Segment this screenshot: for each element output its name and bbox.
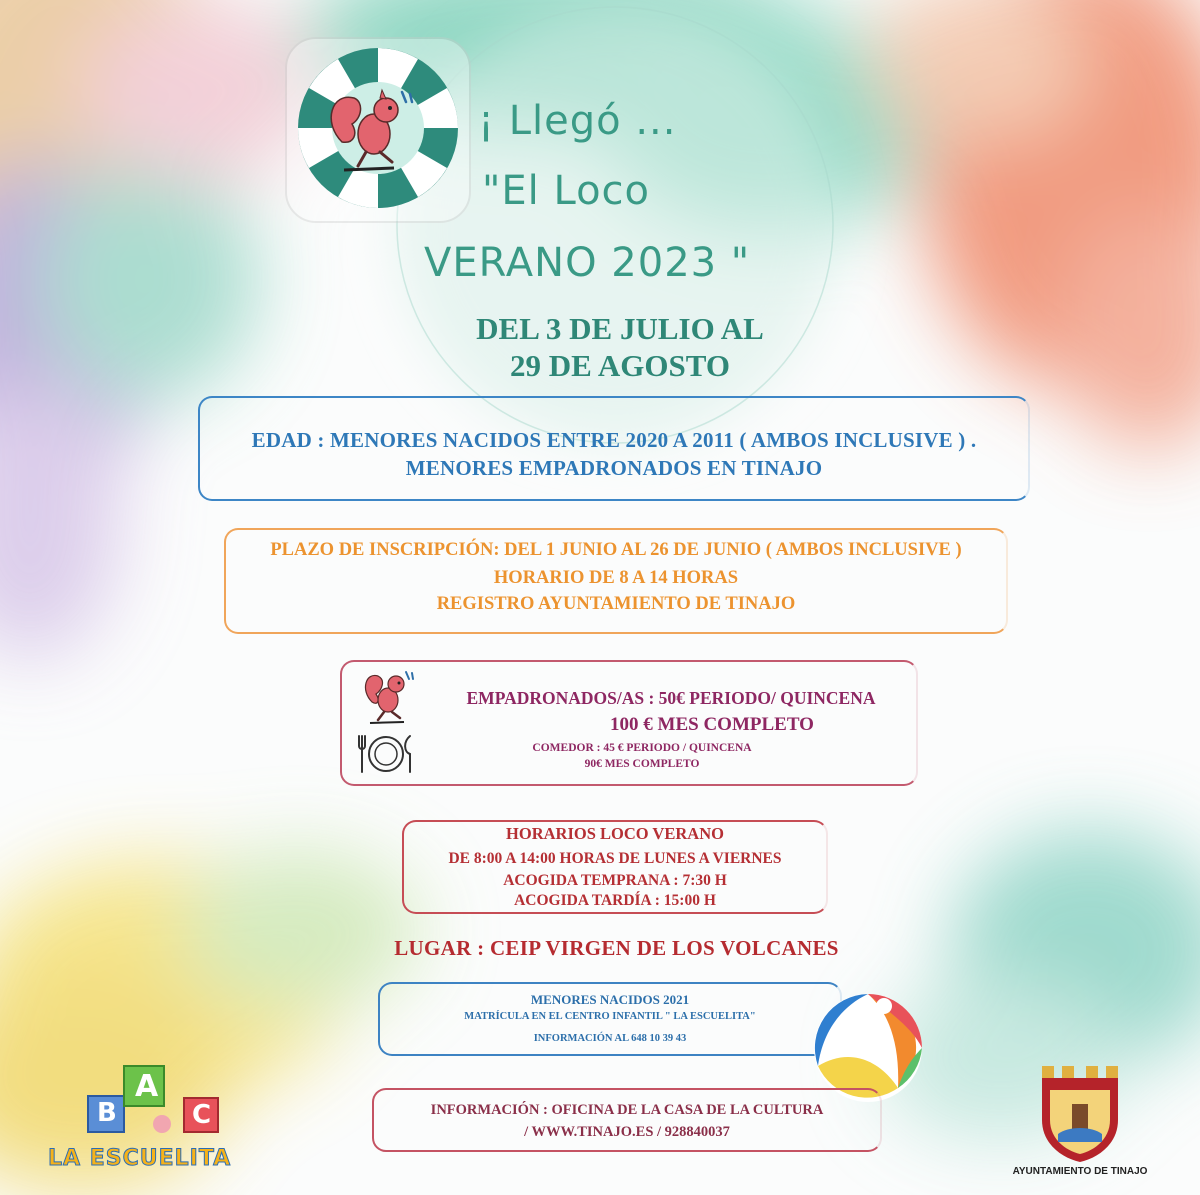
- block-b: B: [97, 1098, 117, 1128]
- block-c: C: [192, 1100, 212, 1130]
- ayuntamiento-name: AYUNTAMIENTO DE TINAJO: [1012, 1166, 1148, 1177]
- block-a: A: [135, 1069, 159, 1104]
- headline-line-3: VERANO 2023 ": [424, 240, 751, 286]
- age-line-2: MENORES EMPADRONADOS EN TINAJO: [405, 456, 823, 480]
- price-main-line-2: 100 € MES COMPLETO: [610, 714, 814, 735]
- registration-line-1: PLAZO DE INSCRIPCIÓN: DEL 1 JUNIO AL 26 DE JUNIO ( AMBOS INCLUSIVE ): [270, 540, 962, 560]
- born-2021-line-2: INFORMACIÓN AL 648 10 39 43: [533, 1033, 687, 1044]
- dates-line-1: DEL 3 DE JULIO AL: [476, 311, 764, 346]
- squirrel-icon: [358, 668, 420, 726]
- born-2021-box: [378, 982, 842, 1056]
- escuelita-logo: [80, 1062, 250, 1142]
- registration-box: [224, 528, 1008, 634]
- headline-line-2: "El Loco: [482, 168, 651, 214]
- age-box: [198, 396, 1030, 501]
- born-2021-line-1: MATRÍCULA EN EL CENTRO INFANTIL " LA ESCUELITA": [464, 1011, 756, 1022]
- price-dining-line-2: 90€ MES COMPLETO: [584, 758, 700, 770]
- coat-of-arms-icon: [1028, 1064, 1132, 1164]
- registration-line-2: HORARIO DE 8 A 14 HORAS: [493, 568, 739, 588]
- registration-line-3: REGISTRO AYUNTAMIENTO DE TINAJO: [436, 594, 796, 614]
- lifebuoy-squirrel-icon: [278, 30, 478, 230]
- plate-cutlery-icon: [356, 732, 416, 776]
- hours-line-2: ACOGIDA TEMPRANA : 7:30 H: [503, 872, 727, 889]
- info-line-1: INFORMACIÓN : OFICINA DE LA CASA DE LA CULTURA: [430, 1102, 824, 1118]
- born-2021-title: MENORES NACIDOS 2021: [530, 992, 690, 1007]
- hours-title: HORARIOS LOCO VERANO: [506, 824, 724, 843]
- place-line: LUGAR : CEIP VIRGEN DE LOS VOLCANES: [394, 936, 839, 960]
- price-box: [340, 660, 918, 786]
- info-line-2: / WWW.TINAJO.ES / 928840037: [524, 1124, 730, 1140]
- price-main-line-1: EMPADRONADOS/AS : 50€ PERIODO/ QUINCENA: [466, 688, 876, 708]
- hours-line-1: DE 8:00 A 14:00 HORAS DE LUNES A VIERNES: [448, 850, 782, 867]
- headline-line-1: ¡ Llegó ...: [478, 98, 677, 144]
- dates-line-2: 29 DE AGOSTO: [510, 348, 730, 383]
- price-dining-line-1: COMEDOR : 45 € PERIODO / QUINCENA: [532, 742, 752, 754]
- hours-box: [402, 820, 828, 914]
- age-line-1: EDAD : MENORES NACIDOS ENTRE 2020 A 2011 ( AMBOS INCLUSIVE ) .: [251, 428, 977, 452]
- escuelita-name: LA ESCUELITA: [48, 1146, 232, 1171]
- info-box: [372, 1088, 882, 1152]
- hours-line-3: ACOGIDA TARDÍA : 15:00 H: [514, 892, 716, 909]
